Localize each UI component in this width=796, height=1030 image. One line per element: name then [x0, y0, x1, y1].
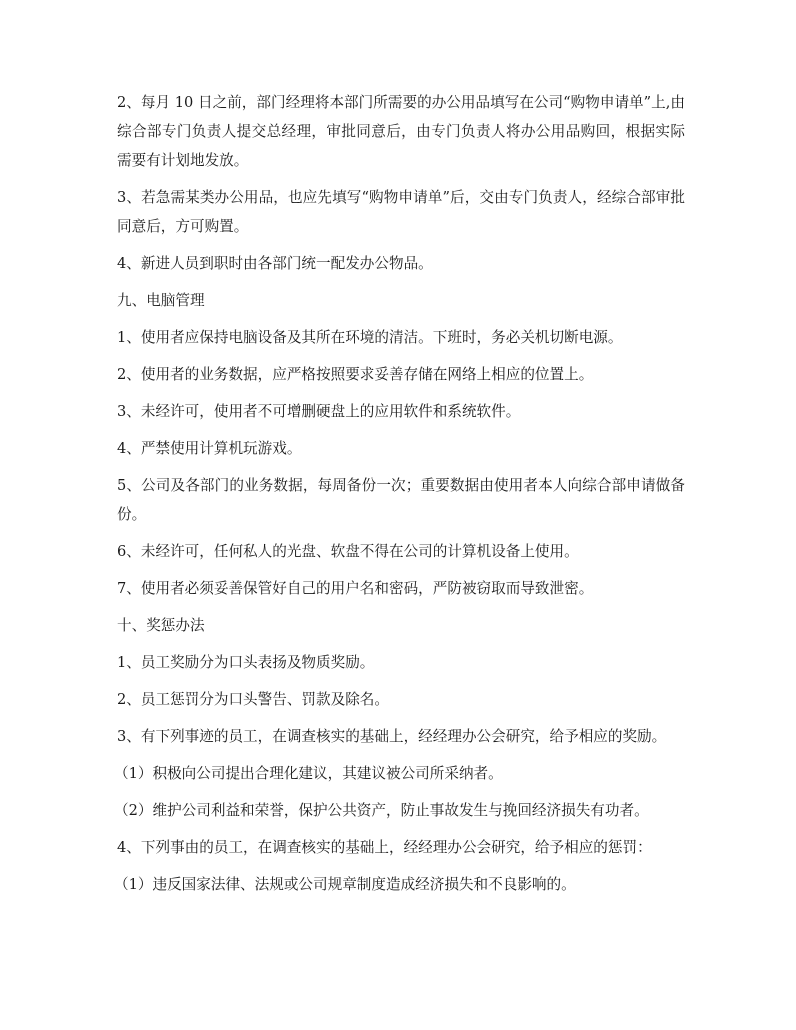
- paragraph-purchase-request: 2、每月 10 日之前，部门经理将本部门所需要的办公用品填写在公司“购物申请单”上,由综合部专门负责人提交总经理，审批同意后，由专门负责人将办公用品购回，根据实际需要有计划地发放。: [117, 94, 685, 169]
- paragraph-computer-rule-1: 1、使用者应保持电脑设备及其所在环境的清洁。下班时，务必关机切断电源。: [117, 329, 623, 346]
- paragraph-reward-rule-1: 1、员工奖励分为口头表扬及物质奖励。: [117, 654, 375, 671]
- paragraph-reward-rule-3: 3、有下列事迹的员工，在调查核实的基础上，经经理办公会研究，给予相应的奖励。: [117, 728, 667, 745]
- paragraph-penalty-rule-4: 4、下列事由的员工，在调查核实的基础上，经经理办公会研究，给予相应的惩罚：: [117, 839, 652, 856]
- paragraph-urgent-purchase: 3、若急需某类办公用品，也应先填写“购物申请单”后，交由专门负责人，经综合部审批同意后，方可购置。: [117, 189, 685, 235]
- section-heading-rewards-penalties: 十、奖惩办法: [117, 617, 205, 634]
- paragraph-computer-rule-4: 4、严禁使用计算机玩游戏。: [117, 440, 302, 457]
- paragraph-computer-rule-3: 3、未经许可，使用者不可增删硬盘上的应用软件和系统软件。: [117, 403, 521, 420]
- paragraph-reward-rule-2: 2、员工惩罚分为口头警告、罚款及除名。: [117, 691, 389, 708]
- paragraph-reward-item-2: （2）维护公司利益和荣誉，保护公共资产，防止事故发生与挽回经济损失有功者。: [114, 802, 649, 819]
- paragraph-computer-rule-6: 6、未经许可，任何私人的光盘、软盘不得在公司的计算机设备上使用。: [117, 543, 579, 560]
- paragraph-reward-item-1: （1）积极向公司提出合理化建议，其建议被公司所采纳者。: [114, 765, 503, 782]
- paragraph-computer-rule-2: 2、使用者的业务数据，应严格按照要求妥善存储在网络上相应的位置上。: [117, 366, 594, 383]
- paragraph-new-staff-supplies: 4、新进人员到职时由各部门统一配发办公物品。: [117, 255, 433, 272]
- paragraph-computer-rule-5: 5、公司及各部门的业务数据，每周备份一次；重要数据由使用者本人向综合部申请做备份。: [117, 477, 685, 523]
- section-heading-computer-management: 九、电脑管理: [117, 292, 205, 309]
- document-body: [114, 88, 685, 907]
- paragraph-computer-rule-7: 7、使用者必须妥善保管好自己的用户名和密码，严防被窃取而导致泄密。: [117, 580, 594, 597]
- paragraph-penalty-item-1: （1）违反国家法律、法规或公司规章制度造成经济损失和不良影响的。: [114, 876, 576, 893]
